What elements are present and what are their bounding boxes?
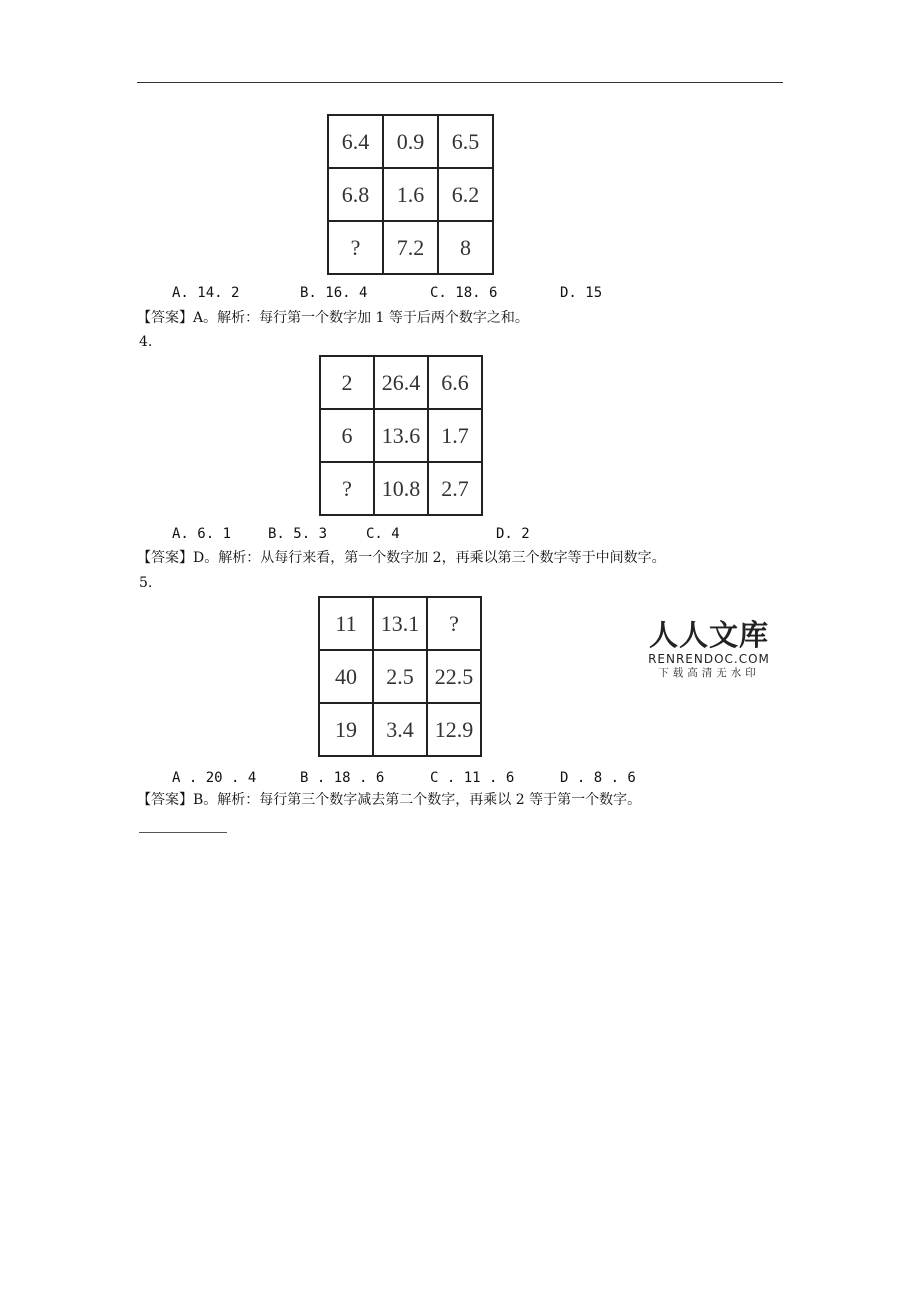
- q3-option-a: A. 14. 2: [172, 285, 240, 301]
- grid-cell: 6.2: [438, 168, 493, 221]
- q5-number-grid: [318, 596, 482, 757]
- watermark-title: 人人文库: [648, 618, 769, 652]
- grid-cell: 1.6: [383, 168, 438, 221]
- grid-cell: ?: [320, 462, 374, 515]
- grid-cell: 26.4: [374, 356, 428, 409]
- q3-number-grid: [327, 114, 494, 275]
- header-rule: [137, 82, 783, 83]
- q3-answer: 【答案】A。解析：每行第一个数字加 1 等于后两个数字之和。: [137, 310, 529, 326]
- grid-cell: 13.6: [374, 409, 428, 462]
- grid-cell: 6.8: [328, 168, 383, 221]
- grid-cell: 2: [320, 356, 374, 409]
- q5-number: 5.: [139, 575, 153, 591]
- grid-cell: 10.8: [374, 462, 428, 515]
- grid-cell: 2.5: [373, 650, 427, 703]
- grid-cell: 3.4: [373, 703, 427, 756]
- grid-cell: 6.5: [438, 115, 493, 168]
- grid-cell: 8: [438, 221, 493, 274]
- grid-cell: 2.7: [428, 462, 482, 515]
- grid-cell: 1.7: [428, 409, 482, 462]
- q3-option-d: D. 15: [560, 285, 603, 301]
- q4-option-d: D. 2: [496, 526, 530, 542]
- q4-option-a: A. 6. 1: [172, 526, 232, 542]
- q3-option-b: B. 16. 4: [300, 285, 368, 301]
- grid-cell: ?: [427, 597, 481, 650]
- q5-option-c: C . 11 . 6: [430, 770, 515, 786]
- grid-cell: 11: [319, 597, 373, 650]
- grid-cell: 19: [319, 703, 373, 756]
- q5-option-d: D . 8 . 6: [560, 770, 636, 786]
- grid-cell: 22.5: [427, 650, 481, 703]
- grid-cell: 6: [320, 409, 374, 462]
- q4-number-grid: [319, 355, 483, 516]
- grid-cell: 40: [319, 650, 373, 703]
- grid-cell: 0.9: [383, 115, 438, 168]
- grid-cell: 13.1: [373, 597, 427, 650]
- grid-cell: 6.4: [328, 115, 383, 168]
- watermark-logo: [644, 618, 774, 680]
- watermark-url: RENRENDOC.COM: [648, 652, 770, 666]
- q4-option-c: C. 4: [366, 526, 400, 542]
- q3-option-c: C. 18. 6: [430, 285, 498, 301]
- grid-cell: 12.9: [427, 703, 481, 756]
- grid-cell: ?: [328, 221, 383, 274]
- q4-answer: 【答案】D。解析：从每行来看，第一个数字加 2，再乘以第三个数字等于中间数字。: [137, 550, 666, 566]
- q5-option-a: A . 20 . 4: [172, 770, 257, 786]
- q4-option-b: B. 5. 3: [268, 526, 328, 542]
- q5-option-b: B . 18 . 6: [300, 770, 385, 786]
- grid-cell: 6.6: [428, 356, 482, 409]
- footer-rule: [139, 832, 227, 833]
- q4-number: 4.: [139, 334, 153, 350]
- watermark-subtitle: 下载高清无水印: [658, 667, 760, 679]
- q5-answer: 【答案】B。解析：每行第三个数字减去第二个数字，再乘以 2 等于第一个数字。: [137, 792, 642, 808]
- grid-cell: 7.2: [383, 221, 438, 274]
